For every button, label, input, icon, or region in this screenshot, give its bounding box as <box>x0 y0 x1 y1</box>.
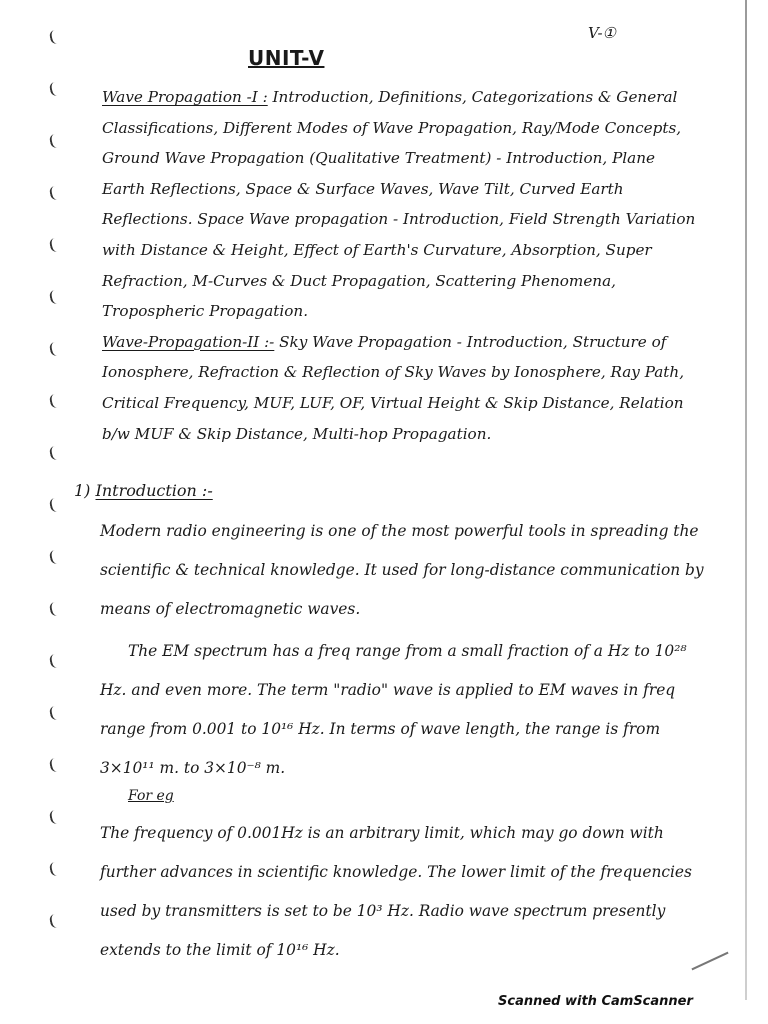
page-number: V-① <box>588 24 616 42</box>
for-example-note: For eg <box>128 788 174 804</box>
syllabus-part-1-text: Introduction, Definitions, Categorizations & General Classifications, Different Modes of Wave Propagation, Ray/Mode Concepts, Ground Wave Propagation (Qualitative Treatment) - Introduction, Plane Earth Reflections, Space & Surface Waves, Wave Tilt, Curved Earth Reflections. Space Wave propagation - Introduction, Field Strength Variation with Distance & Height, Effect of Earth's Curvature, Absorption, Super Refraction, M-Curves & Duct Propagation, Scattering Phenomena, Tropospheric Propagation. <box>102 88 696 321</box>
paragraph-2 <box>100 632 710 788</box>
paragraph-3 <box>100 814 710 970</box>
syllabus-part-1-label: Wave Propagation -I : <box>102 88 268 106</box>
unit-title: UNIT-V <box>248 46 325 70</box>
syllabus-part-2-label: Wave-Propagation-II :- <box>102 332 275 351</box>
syllabus-block <box>102 82 702 449</box>
syllabus-part-2 <box>102 327 702 449</box>
paragraph-1-text: Modern radio engineering is one of the most powerful tools in spreading the scientific & technical knowledge. It used for long-distance communication by means of electromagnetic waves. <box>100 522 704 618</box>
paragraph-2-text: The EM spectrum has a freq range from a small fraction of a Hz to 10²⁸ Hz. and even more. The term "radio" wave is applied to EM waves in freq range from 0.001 to 10¹⁶ Hz. In terms of wave length, the range is from 3×10¹¹ m. to 3×10⁻⁸ m. <box>100 642 687 777</box>
page-edge-line <box>745 0 747 1000</box>
section-title: Introduction :- <box>95 481 213 500</box>
paragraph-1 <box>100 512 710 629</box>
scanner-watermark: Scanned with CamScanner <box>498 994 693 1009</box>
section-number: 1) <box>74 481 91 500</box>
spiral-binding-marks <box>50 20 70 980</box>
syllabus-part-1 <box>102 82 702 327</box>
section-heading <box>74 481 213 500</box>
paragraph-3-text: The frequency of 0.001Hz is an arbitrary limit, which may go down with further advances in scientific knowledge. The lower limit of the frequencies used by transmitters is set to be 10³ Hz. Radio wave spectrum presently extends to the limit of 10¹⁶ Hz. <box>100 824 692 959</box>
syllabus-part-2-text: Sky Wave Propagation - Introduction, Structure of Ionosphere, Refraction & Reflection of Sky Waves by Ionosphere, Ray Path, Critical Frequency, MUF, LUF, OF, Virtual Height & Skip Distance, Relation b/w MUF & Skip Distance, Multi-hop Propagation. <box>102 332 685 443</box>
